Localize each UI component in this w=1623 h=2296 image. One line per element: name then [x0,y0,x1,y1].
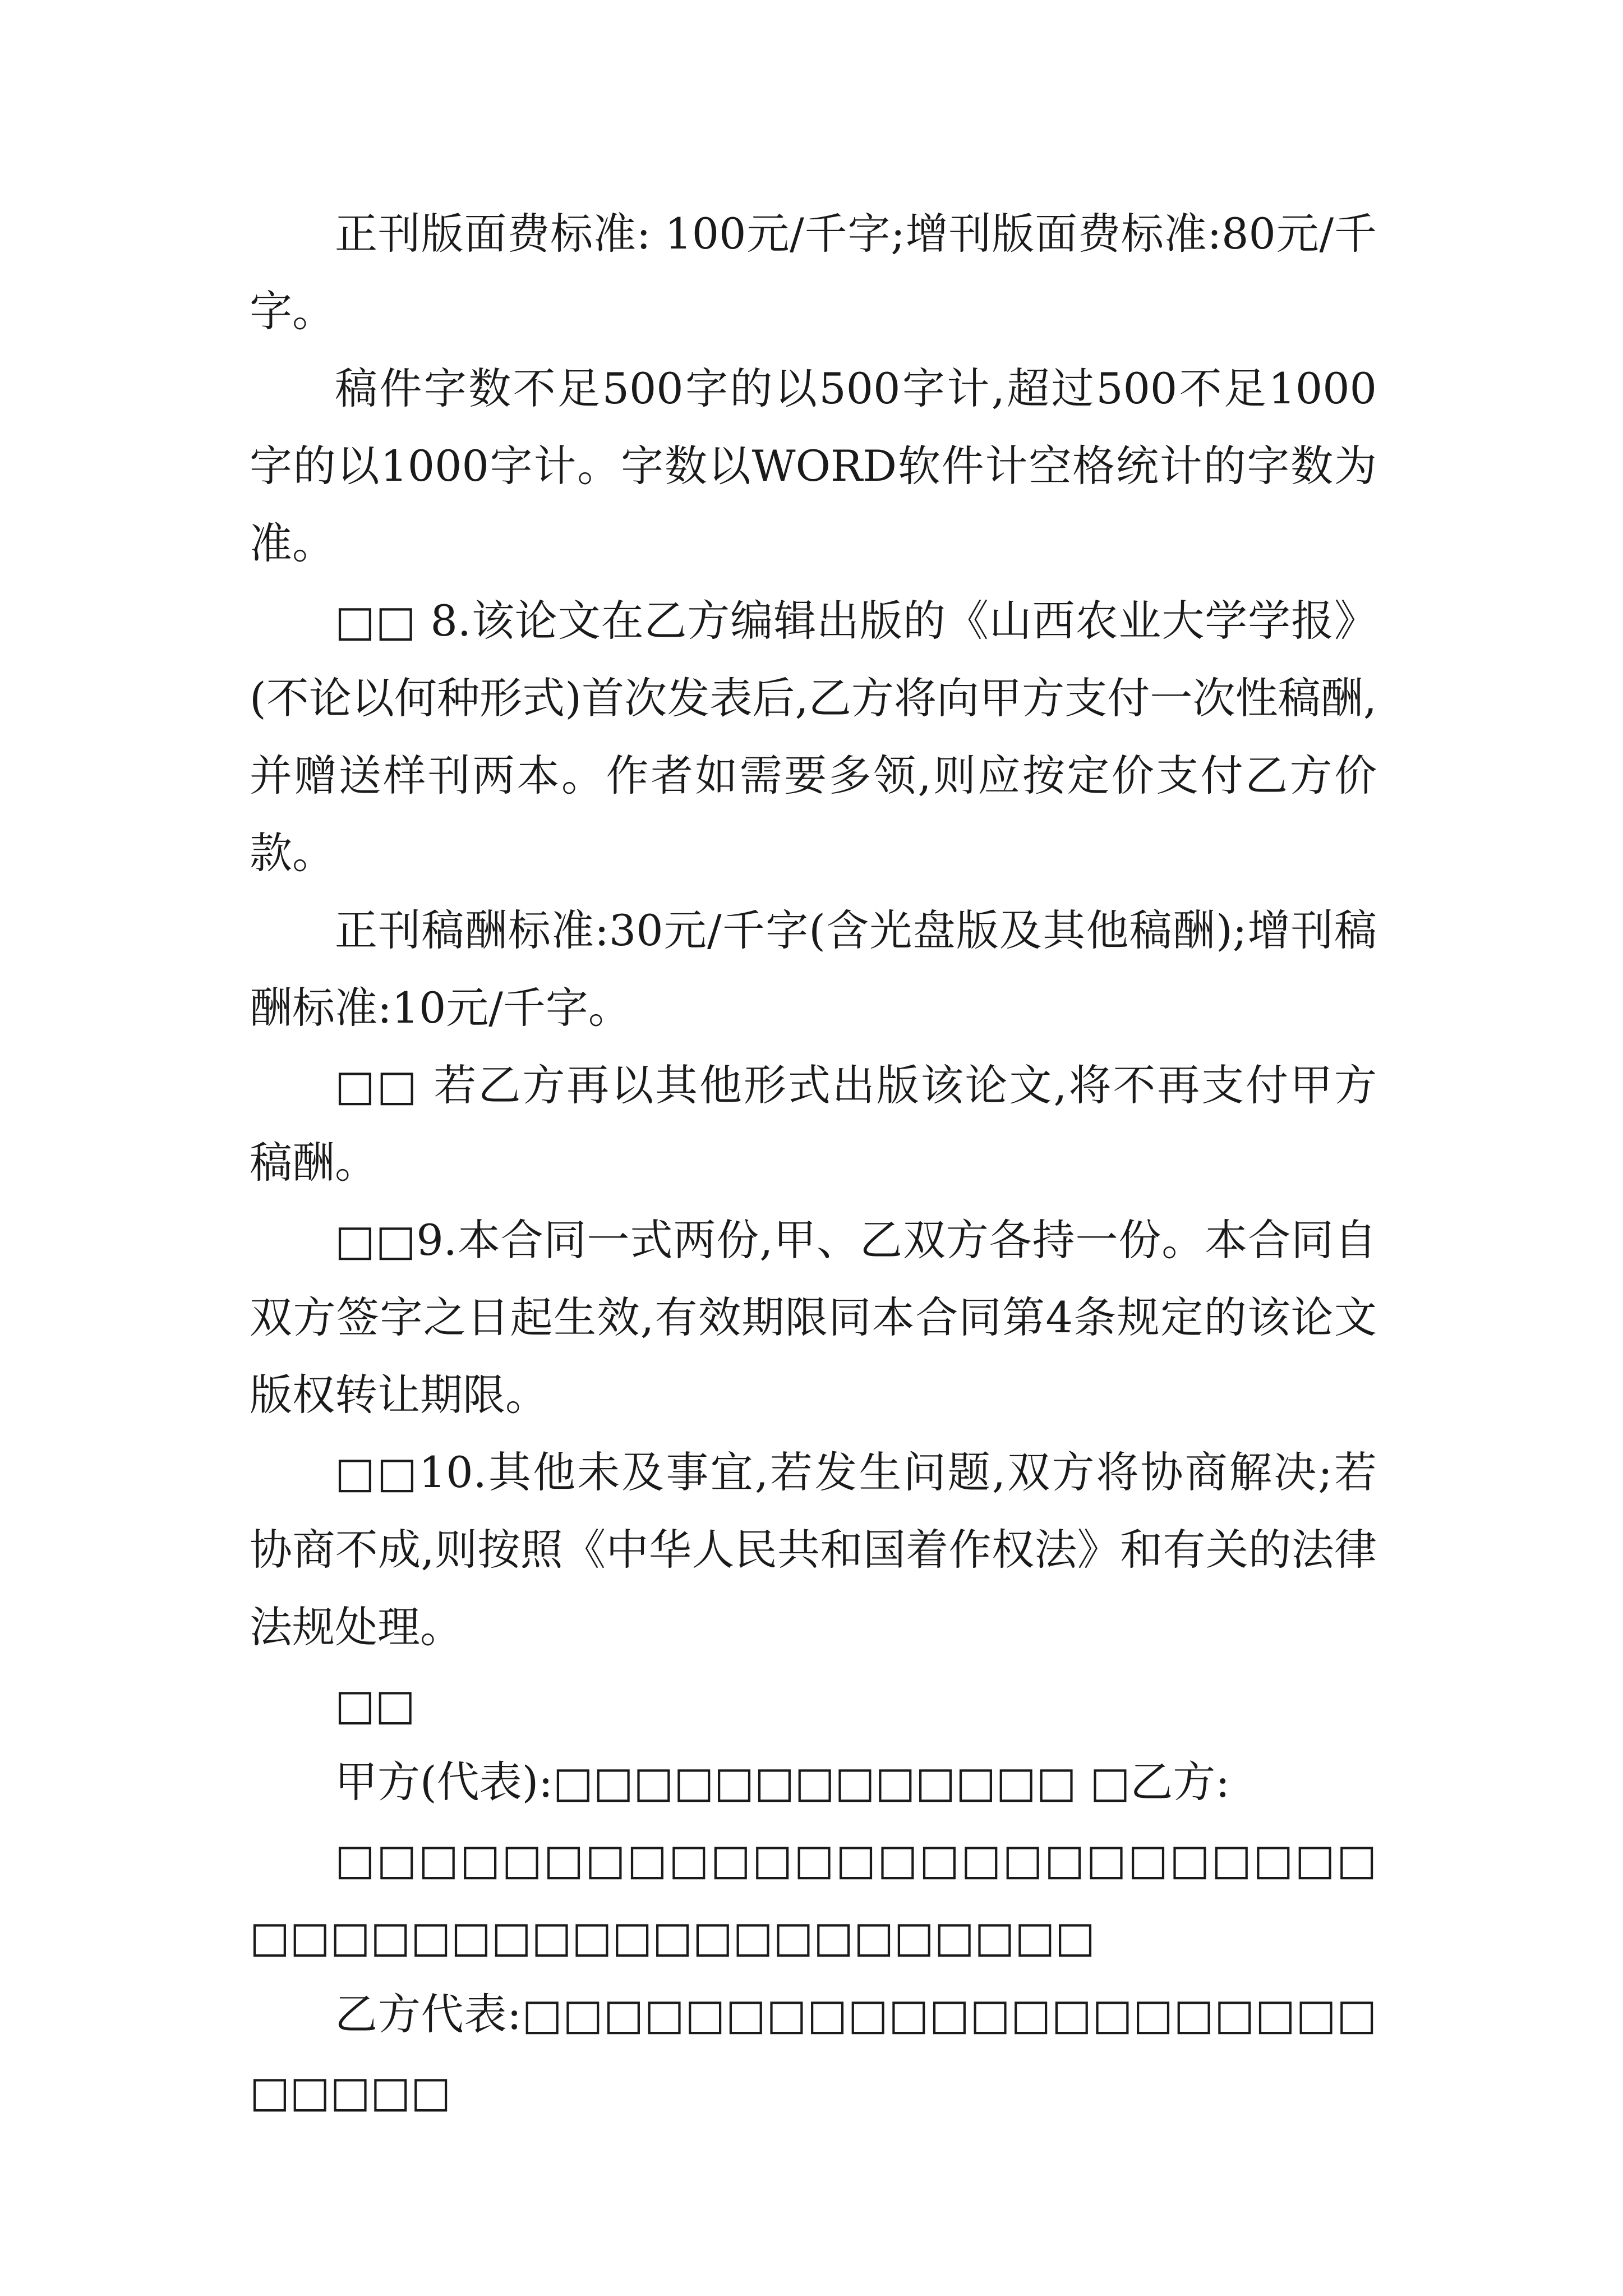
paragraph-blank: □□ [335,1680,416,1729]
signature-party-a: 甲方(代表):□□□□□□□□□□□□□ □乙方: [335,1757,1230,1807]
paragraph-page-fee: 正刊版面费标准: 100元/千字;增刊版面费标准:80元/千字。 [250,209,1377,336]
document-body [250,195,1377,2131]
paragraph-clause-9: □□9.本合同一式两份,甲、乙双方各持一份。本合同自双方签字之日起生效,有效期限同本合同第4条规定的该论文版权转让期限。 [250,1215,1377,1420]
paragraph-royalty-standard: 正刊稿酬标准:30元/千字(含光盘版及其他稿酬);增刊稿酬标准:10元/千字。 [250,905,1377,1033]
paragraph-other-forms: □□ 若乙方再以其他形式出版该论文,将不再支付甲方稿酬。 [250,1060,1377,1188]
paragraph-word-count: 稿件字数不足500字的以500字计,超过500不足1000字的以1000字计。字数以WORD软件计空格统计的字数为准。 [250,364,1377,568]
signature-party-b-rep: 乙方代表:□□□□□□□□□□□□□□□□□□□□□□□□□□ [250,1989,1377,2116]
paragraph-clause-10: □□10.其他未及事宜,若发生问题,双方将协商解决;若协商不成,则按照《中华人民共和国着作权法》和有关的法律法规处理。 [250,1447,1377,1652]
paragraph-clause-8: □□ 8.该论文在乙方编辑出版的《山西农业大学学报》(不论以何种形式)首次发表后,乙方将向甲方支付一次性稿酬,并赠送样刊两本。作者如需要多领,则应按定价支付乙方价款。 [250,596,1377,878]
signature-blank-line: □□□□□□□□□□□□□□□□□□□□□□□□□□□□□□□□□□□□□□□□□□□□□□ [250,1834,1377,1962]
